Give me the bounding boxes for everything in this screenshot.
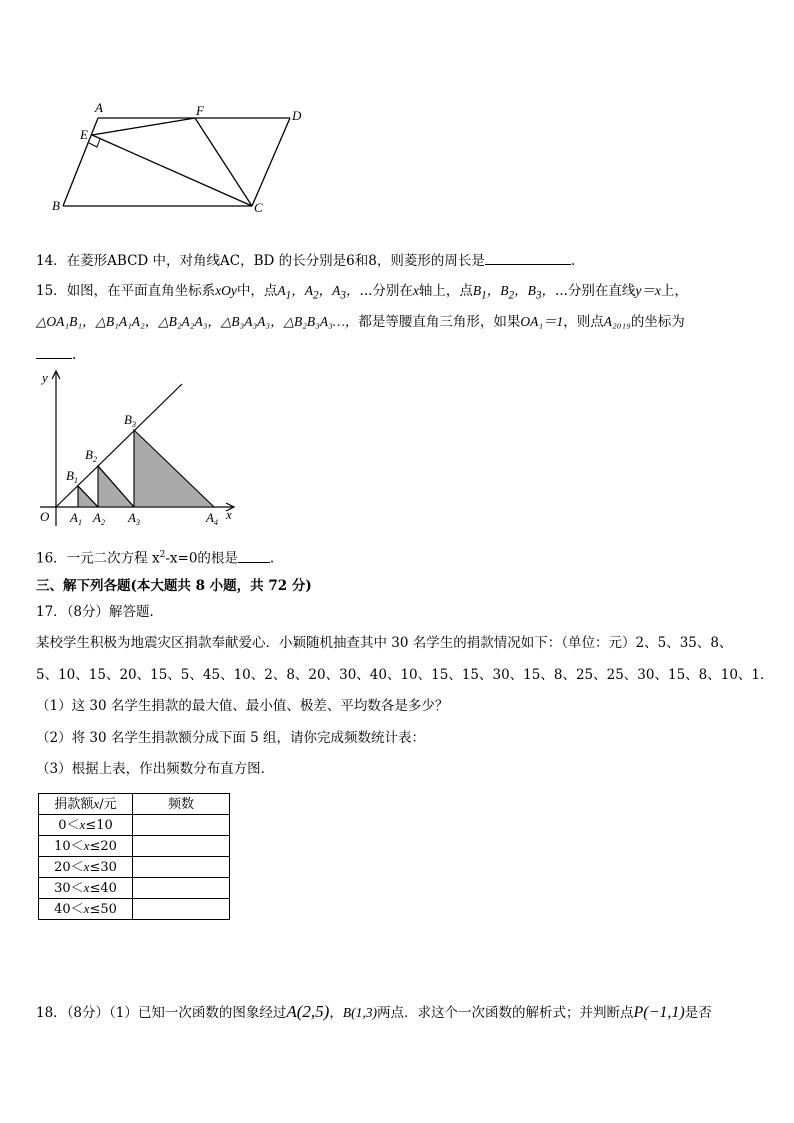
q18-point-a: A(2,5) xyxy=(286,1002,330,1021)
range-cell: 40＜x≤50 xyxy=(39,899,133,920)
q15-period: . xyxy=(72,347,77,363)
q18-text-a: （8分）（1）已知一次函数的图象经过 xyxy=(66,1005,287,1021)
label-B3: $B_3$ xyxy=(124,412,136,429)
table-header-row xyxy=(39,794,230,815)
q15-text-e: ...分别在直线 xyxy=(555,283,636,299)
q14-text: 在菱形ABCD 中，对角线AC，BD 的长分别是6和8，则菱形的周长是 xyxy=(66,253,485,269)
question-16 xyxy=(36,546,274,568)
q15-number: 15． xyxy=(36,283,67,299)
label-O: O xyxy=(40,509,50,524)
q16-answer-blank[interactable] xyxy=(238,548,270,563)
q15-points-b: $B_1$，$B_2$，$B_3$， xyxy=(472,283,556,302)
q15-text-d: 轴上，点 xyxy=(418,283,473,299)
label-x: x xyxy=(226,507,232,522)
label-F: F xyxy=(196,103,204,118)
range-cell: 20＜x≤30 xyxy=(39,857,133,878)
label-E: E xyxy=(80,127,88,142)
q15-xoy: xOy xyxy=(215,283,237,298)
q15-text-h: ，则点 xyxy=(563,314,604,330)
header-amount: 捐款额x/元 xyxy=(39,794,133,815)
q18-number: 18． xyxy=(36,1005,67,1021)
q16-text-b: -x=0的根是 xyxy=(165,550,238,567)
q15-text-a: 如图，在平面直角坐标系 xyxy=(66,283,216,299)
question-15-line-2 xyxy=(36,313,685,331)
label-D: D xyxy=(292,108,302,123)
frequency-cell[interactable] xyxy=(133,857,230,878)
q15-points-a: $A_1$，$A_2$，$A_3$， xyxy=(277,283,360,302)
range-cell: 10＜x≤20 xyxy=(39,836,133,857)
q15-x: x xyxy=(412,283,419,298)
parallelogram-figure xyxy=(40,98,320,220)
q16-superscript: 2 xyxy=(159,550,166,560)
q15-text-i: 的坐标为 xyxy=(630,314,685,330)
range-cell: 0＜x≤10 xyxy=(39,815,133,836)
q17-head-text: （8分）解答题． xyxy=(66,604,164,620)
q18-point-b: B(1,3) xyxy=(342,1005,377,1020)
frequency-cell[interactable] xyxy=(133,815,230,836)
question-18 xyxy=(36,1003,712,1022)
q15-triangles: △OA₁B₁，△B₁A₁A₂，△B₂A₂A₃，△B₃A₃A₃，△B₂B₃A₃…， xyxy=(36,314,359,329)
edge-DC xyxy=(252,118,290,206)
label-A3: $A_3$ xyxy=(128,510,140,527)
label-B1: $B_1$ xyxy=(66,468,78,485)
label-B: B xyxy=(52,198,60,213)
q17-sub-3: （3）根据上表，作出频数分布直方图． xyxy=(36,761,275,777)
q15-line-eq: y＝x xyxy=(635,283,661,298)
q15-text-c: ...分别在 xyxy=(359,283,413,299)
table-row xyxy=(39,878,230,899)
frequency-table xyxy=(38,793,230,920)
q16-number: 16． xyxy=(36,550,67,567)
table-row xyxy=(39,899,230,920)
right-angle-mark xyxy=(89,139,100,147)
frequency-cell[interactable] xyxy=(133,878,230,899)
table-row xyxy=(39,857,230,878)
q14-period: . xyxy=(570,253,576,269)
q14-number: 14． xyxy=(36,253,67,269)
segment-EF xyxy=(92,118,195,135)
q18-text-d: 是否 xyxy=(684,1005,712,1021)
q15-oa1: OA₁＝1 xyxy=(520,314,564,329)
label-y: y xyxy=(42,370,48,385)
question-17-head xyxy=(36,603,163,621)
q15-text-f: 上， xyxy=(660,283,688,299)
q18-text-c: 两点．求这个一次函数的解析式；并判断点 xyxy=(376,1005,634,1021)
q15-text-g: 都是等腰直角三角形，如果 xyxy=(358,314,521,330)
q17-number: 17． xyxy=(36,604,67,620)
question-14 xyxy=(36,250,575,270)
q17-sub-1: （1）这 30 名学生捐款的最大值、最小值、极差、平均数各是多少？ xyxy=(36,698,449,714)
q17-paragraph-line-2: 5、10、15、20、15、5、45、10、2、8、20、30、40、10、15、15、30、15、8、25、25、30、15、8、10、1． xyxy=(36,667,774,683)
q16-text-a: 一元二次方程 x xyxy=(66,550,160,567)
coordinate-figure xyxy=(34,366,244,530)
question-15-line-3 xyxy=(36,344,76,364)
q16-period: . xyxy=(269,550,275,567)
question-15-line-1 xyxy=(36,282,688,305)
range-cell: 30＜x≤40 xyxy=(39,878,133,899)
label-A: A xyxy=(95,100,103,115)
q15-a2019: A₂₀₁₉ xyxy=(603,314,631,329)
label-C: C xyxy=(254,200,263,215)
section-3-title: 三、解下列各题(本大题共 8 小题，共 72 分) xyxy=(36,578,312,594)
label-B2: $B_2$ xyxy=(85,447,97,464)
label-A2: $A_2$ xyxy=(93,510,105,527)
table-row xyxy=(39,836,230,857)
q15-answer-blank[interactable] xyxy=(36,344,72,359)
frequency-cell[interactable] xyxy=(133,899,230,920)
q18-point-p: P(−1,1) xyxy=(633,1004,685,1021)
triangle-B3A3A4 xyxy=(134,430,214,507)
q17-paragraph-line-1: 某校学生积极为地震灾区捐款奉献爱心．小颖随机抽查其中 30 名学生的捐款情况如下：（单位：元）2、5、35、8、 xyxy=(36,635,733,651)
frequency-cell[interactable] xyxy=(133,836,230,857)
label-A4: $A_4$ xyxy=(206,510,218,527)
q14-answer-blank[interactable] xyxy=(485,250,571,265)
header-frequency: 频数 xyxy=(133,794,230,815)
table-row xyxy=(39,815,230,836)
segment-EC xyxy=(92,135,252,206)
q15-text-b: 中，点 xyxy=(236,283,278,299)
q17-sub-2: （2）将 30 名学生捐款额分成下面 5 组，请你完成频数统计表： xyxy=(36,730,426,746)
q18-text-b: ， xyxy=(329,1005,343,1021)
label-A1: $A_1$ xyxy=(70,510,82,527)
